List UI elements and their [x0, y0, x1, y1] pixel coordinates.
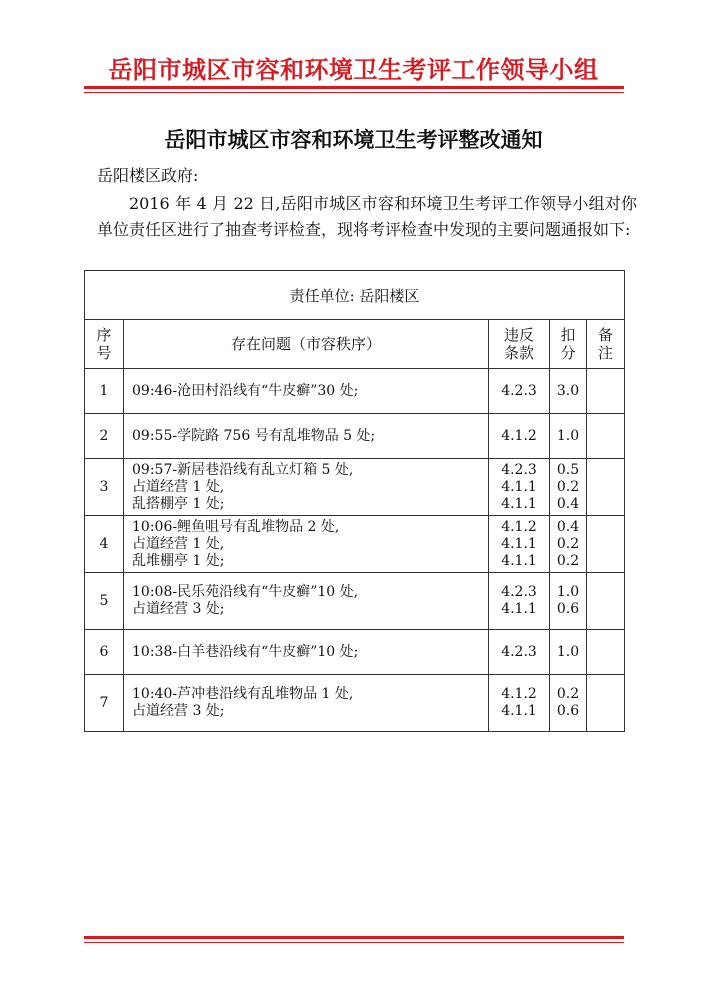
- header-note: [587, 320, 625, 369]
- row-clause: [489, 573, 550, 630]
- issue-line: 10:40-芦冲巷沿线有乱堆物品 1 处,: [132, 686, 354, 702]
- issue-line: 占道经营 3 处;: [132, 703, 225, 719]
- table-row: [85, 630, 625, 675]
- row-clause: [489, 369, 550, 414]
- row-deduct: [550, 414, 587, 459]
- deduct-line: 0.2: [556, 686, 580, 702]
- header-deduct-1: 扣: [560, 326, 576, 344]
- deduct-line: 0.4: [556, 518, 580, 535]
- clause-line: 4.2.3: [501, 643, 537, 660]
- header-issue: 存在问题（市容秩序）: [124, 320, 489, 369]
- table-header-row: [85, 320, 625, 369]
- header-clause-1: 违反: [503, 326, 534, 344]
- clause-line: 4.1.2: [501, 427, 537, 444]
- addressee: 岳阳楼区政府:: [97, 166, 199, 185]
- row-number: 1: [85, 369, 124, 414]
- clause-line: 4.1.2: [501, 686, 537, 702]
- issue-line: 10:08-民乐苑沿线有“牛皮癣”10 处,: [132, 584, 359, 600]
- table-row: [85, 414, 625, 459]
- row-issue: [124, 459, 489, 516]
- deduct-line: 1.0: [556, 427, 580, 444]
- issue-line: 占道经营 1 处,: [132, 478, 225, 495]
- row-clause: [489, 516, 550, 573]
- header-clause: [489, 320, 550, 369]
- clause-line: 4.1.1: [501, 601, 537, 617]
- responsible-unit: 责任单位: 岳阳楼区: [85, 271, 625, 320]
- letterhead-rule-thin: [84, 92, 624, 93]
- clause-line: 4.1.1: [501, 552, 537, 569]
- row-number: 3: [85, 459, 124, 516]
- row-deduct: [550, 573, 587, 630]
- deduct-line: 1.0: [556, 584, 580, 600]
- notice-title: 岳阳市城区市容和环境卫生考评整改通知: [164, 127, 543, 152]
- row-clause: [489, 675, 550, 732]
- row-clause: [489, 459, 550, 516]
- clause-line: 4.1.1: [501, 535, 537, 552]
- deduct-line: 0.2: [556, 535, 580, 552]
- header-deduct-2: 分: [560, 344, 576, 362]
- row-number: 4: [85, 516, 124, 573]
- letterhead-rule-thick: [84, 86, 624, 89]
- clause-line: 4.1.1: [501, 495, 537, 512]
- footer-rule-thick: [84, 936, 624, 939]
- clause-line: 4.1.1: [501, 703, 537, 719]
- issue-line: 乱堆棚亭 1 处;: [132, 552, 225, 569]
- row-note: [587, 630, 625, 675]
- header-no-1: 序: [96, 326, 112, 344]
- deduct-line: 0.6: [556, 703, 580, 719]
- deduct-line: 1.0: [556, 643, 580, 660]
- issue-line: 10:38-白羊巷沿线有“牛皮癣”10 处;: [132, 643, 359, 660]
- row-deduct: [550, 369, 587, 414]
- deduct-line: 0.4: [556, 495, 580, 512]
- header-clause-2: 条款: [503, 344, 534, 362]
- deduct-line: 0.2: [556, 478, 580, 495]
- row-number: 7: [85, 675, 124, 732]
- notice-body: 2016 年 4 月 22 日,岳阳市城区市容和环境卫生考评工作领导小组对你单位责任区进行了抽查考评检查，现将考评检查中发现的主要问题通报如下:: [97, 194, 637, 239]
- table-row: [85, 675, 625, 732]
- clause-line: 4.2.3: [501, 461, 537, 478]
- issue-line: 乱搭棚亭 1 处;: [132, 495, 225, 512]
- deduct-line: 3.0: [556, 382, 580, 399]
- clause-line: 4.2.3: [501, 382, 537, 399]
- footer-rule-thin: [84, 942, 624, 943]
- row-note: [587, 369, 625, 414]
- header-deduct: [550, 320, 587, 369]
- row-deduct: [550, 459, 587, 516]
- row-note: [587, 675, 625, 732]
- row-issue: [124, 516, 489, 573]
- deduct-line: 0.5: [556, 461, 580, 478]
- row-number: 6: [85, 630, 124, 675]
- row-note: [587, 459, 625, 516]
- row-issue: [124, 414, 489, 459]
- row-deduct: [550, 630, 587, 675]
- issue-line: 占道经营 3 处;: [132, 601, 225, 617]
- issue-line: 09:55-学院路 756 号有乱堆物品 5 处;: [132, 427, 376, 444]
- issue-line: 10:06-鲤鱼咀号有乱堆物品 2 处,: [132, 518, 340, 535]
- clause-line: 4.2.3: [501, 584, 537, 600]
- clause-line: 4.1.1: [501, 478, 537, 495]
- clause-line: 4.1.2: [501, 518, 537, 535]
- header-note-2: 注: [597, 344, 613, 362]
- header-note-1: 备: [597, 326, 613, 344]
- issue-line: 09:46-沧田村沿线有“牛皮癣”30 处;: [132, 382, 359, 399]
- row-issue: [124, 369, 489, 414]
- row-issue: [124, 573, 489, 630]
- header-no: [85, 320, 124, 369]
- letterhead-title: 岳阳市城区市容和环境卫生考评工作领导小组: [108, 55, 599, 84]
- row-issue: [124, 630, 489, 675]
- issue-line: 占道经营 1 处,: [132, 535, 225, 552]
- row-note: [587, 573, 625, 630]
- table-row: [85, 369, 625, 414]
- table-row: [85, 573, 625, 630]
- row-deduct: [550, 516, 587, 573]
- row-note: [587, 414, 625, 459]
- deduct-line: 0.2: [556, 552, 580, 569]
- row-note: [587, 516, 625, 573]
- row-clause: [489, 630, 550, 675]
- table-unit-row: [85, 271, 625, 320]
- table-row: [85, 516, 625, 573]
- row-deduct: [550, 675, 587, 732]
- issues-table: [84, 270, 625, 732]
- deduct-line: 0.6: [556, 601, 580, 617]
- row-number: 5: [85, 573, 124, 630]
- row-number: 2: [85, 414, 124, 459]
- header-no-2: 号: [96, 344, 112, 362]
- table-row: [85, 459, 625, 516]
- issue-line: 09:57-新居巷沿线有乱立灯箱 5 处,: [132, 461, 354, 478]
- row-issue: [124, 675, 489, 732]
- row-clause: [489, 414, 550, 459]
